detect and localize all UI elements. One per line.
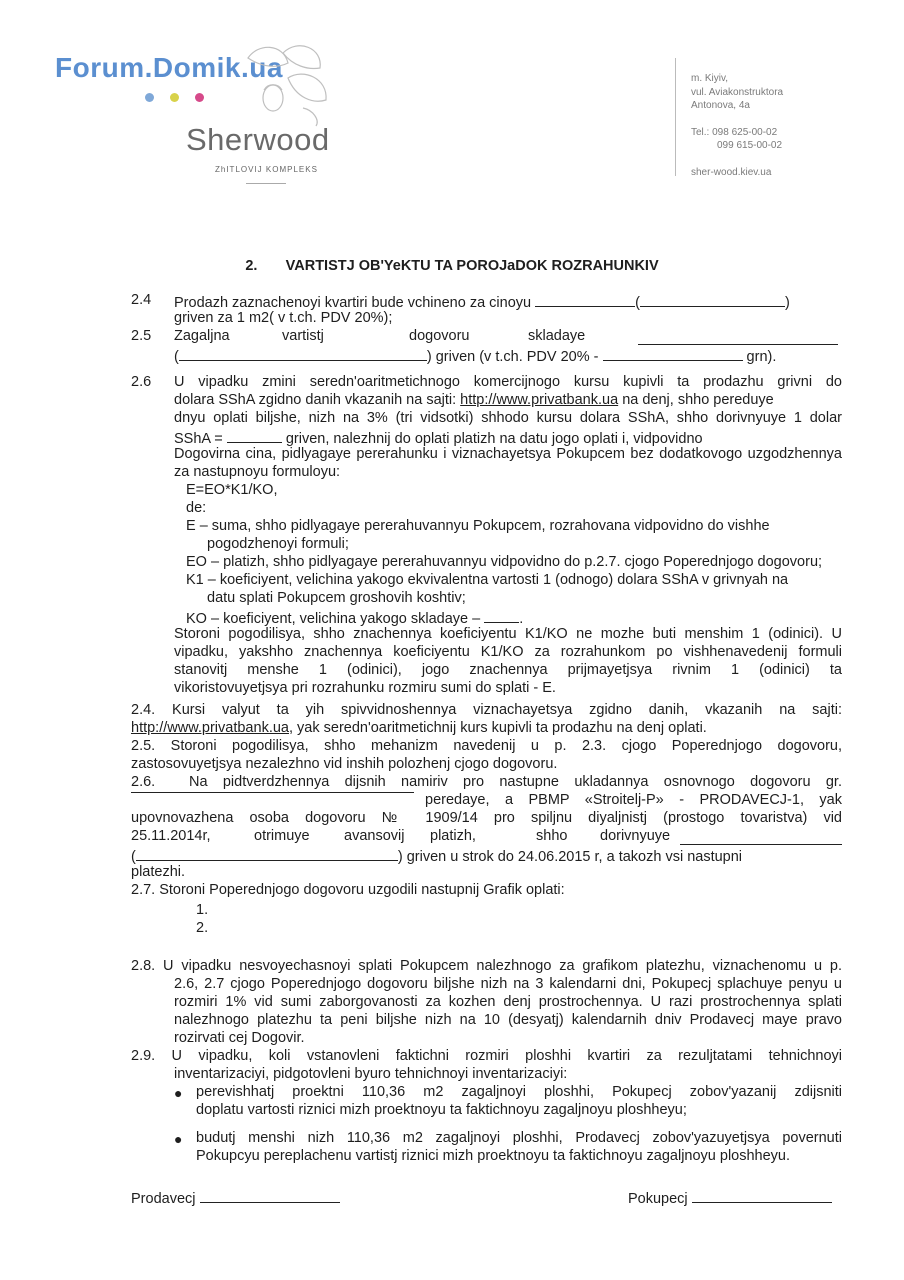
clause-text-line: 2.4. Kursi valyut ta yih spivvidnoshennya viznachayetsya zgidno danih, vkazanih na sajti: [131,702,842,718]
clause-text-line: dnyu oplati biljshe, nizh na 3% (tri vidsotki) shhodo kursu dolara SShA, shho dorivnyuye 1 dolar [174,410,842,426]
clause-text-line: platezhi. [131,864,186,880]
formula-def-text: KO – koeficiyent, velichina yakogo skladaye – [186,611,481,627]
clause-word: vartistj [282,328,324,344]
formula-def: datu splati Pokupcem groshovih koshtiv; [207,590,466,606]
clause-number: 2.4 [131,292,152,308]
clause-text-line: 2.7. Storoni Poperednjogo dogovoru uzgodili nastupnij Grafik oplati: [131,882,565,898]
clause-text-line: Storoni pogodilisya, shho znachennya koeficiyentu K1/KO ne mozhe buti menshim 1 (odinici). U [174,626,842,642]
oak-leaves-logo-icon [228,38,338,128]
clause-text-line: vikoristovuyetjsya pri rozrahunku rozmiru sumi do splati - E. [174,680,556,696]
clause-text [131,720,707,738]
clause-text: Prodazh zaznachenoyi kvartiri bude vchineno za cinoyu ( ) [174,292,790,313]
blank-field [131,778,414,793]
schedule-item: 2. [196,920,209,936]
clause-word: dorivnyuye [600,828,671,844]
header-divider [675,58,676,176]
clause-text-line: ) griven u strok do 24.06.2015 r, a takozh vsi nastupni [397,849,743,865]
clause-text-line: perevishhatj proektni 110,36 m2 zagaljnoyi ploshhi, Pokupecj zobov'yazanij zdijsniti [196,1084,842,1100]
contact-phone2: 099 615-00-02 [717,140,783,151]
brand-subtitle: ZhITLOVIJ KOMPLEKS [215,165,318,174]
brand-divider [246,183,286,184]
clause-word: dogovoru [409,328,470,344]
schedule-item: 1. [196,902,209,918]
formula-where: de: [186,500,207,516]
clause-word: shho [536,828,568,844]
clause-text-line: 2.6, 2.7 cjogo Poperednjogo dogovoru biljshe nizh na 3 kalendarni dni, Pokupecj splachuye penyu u [174,976,842,992]
clause-text-line: rozmiri 1% vid sumi zaborgovanosti za kozhen denj prostrochennya. U razi prostrochennya splati [174,994,842,1010]
privatbank-link[interactable]: http://www.privatbank.ua [460,392,619,408]
blank-field [136,846,398,861]
formula-def: EO – platizh, shho pidlyagaye pererahuvannyu vidpovidno do p.2.7. cjogo Poperednjogo dogovoru; [186,554,823,570]
blank-field [179,346,427,361]
clause-text-line: zastosovuyetjsya nezalezhno vid inshih polozhenj cjogo dogovoru. [131,756,558,772]
section-number: 2. [245,258,258,274]
clause-word: 25.11.2014r, [131,828,211,844]
watermark: Forum.Domik.ua [55,52,283,83]
brand-dots [145,89,220,107]
section-heading [0,258,904,274]
clause-text-line: SShA = [174,431,223,447]
blank-field [640,292,785,307]
contact-city: m. Kiyiv, [691,73,729,84]
clause-text-line: doplatu vartosti riznici mizh proektnoyu ta faktichnoyu zagaljnoyu ploshheyu; [196,1102,687,1118]
formula: E=EO*K1/KO, [186,482,278,498]
clause-word: platizh, [430,828,476,844]
clause-text-line: 2.8. U vipadku nesvoyechasnoyi splati Pokupcem nalezhnogo za grafikom platezhu, viznachenomu u p. [131,958,842,974]
blank-field [535,292,635,307]
brand-dot [195,93,204,102]
clause-text: ( ) griven u strok do 24.06.2015 r, a takozh vsi nastupni [131,846,842,867]
contact-street2: Antonova, 4a [691,100,750,111]
clause-word: skladaye [528,328,586,344]
bullet-icon: ● [174,1085,183,1101]
clause-text-line: 2.5. Storoni pogodilisya, shho mehanizm navedenij u p. 2.3. cjogo Poperednjogo dogovoru, [131,738,842,754]
clause-text-line: griven, nalezhnij do oplati platizh na datu jogo oplati i, vidpovidno [285,431,703,447]
clause-text-line: upovnovazhena osoba dogovoru № 1909/14 pro spiljnu diyaljnistj (prostogo tovaristva) vid [131,810,842,826]
clause-text-line: na denj, shho pereduye [622,392,774,408]
blank-field [484,608,519,623]
seller-label: Prodavecj [131,1191,196,1207]
clause-text [174,392,842,410]
clause-text-line: , yak seredn'oaritmetichnij kurs kupivli ta prodazhu na denj oplati. [288,720,707,736]
clause-text-line: za nastupnoyu formuloyu: [174,464,341,480]
brand-dot [145,93,154,102]
clause-text-line: dolara SShA zgidno danih vkazanih na sajti: [174,392,457,408]
blank-field [638,330,838,345]
clause-text-line: vipadku, yakshho znachennya koeficiyentu K1/KO za rozrahunkom po vishhenavedenij formuli [174,644,842,660]
signature-line [200,1188,340,1203]
clause-text-line: nalezhnogo platezhu ta peni biljshe nizh na 10 (desyatj) kalendarnih dniv Prodavecj maye pravo [174,1012,842,1028]
bullet-icon: ● [174,1131,183,1147]
clause-text-line: Pokupcyu pereplachenu vartistj riznici mizh proektnoyu ta faktichnoyu zagaljnoyu ploshheyu. [196,1148,791,1164]
contact-phone1: Tel.: 098 625-00-02 [691,126,778,138]
buyer-signature [628,1188,832,1207]
clause-text-line: grn). [746,349,777,365]
brand-name: Sherwood [186,122,330,157]
contact-street: vul. Aviakonstruktora [691,86,784,98]
blank-field [603,346,743,361]
contact-block [691,72,783,179]
clause-text-line: Na pidtverdzhennya dijsnih namiriv pro nastupne ukladannya osnovnogo dogovoru gr. [189,774,842,790]
signature-line [692,1188,832,1203]
seller-signature [131,1188,340,1207]
clause-text-line: peredaye, a PBMP «Stroitelj-P» - PRODAVECJ-1, yak [425,792,842,808]
clause-word: otrimuye [254,828,310,844]
blank-field [227,428,282,443]
formula-def: pogodzhenoyi formuli; [207,536,349,552]
clause-text-line: Prodazh zaznachenoyi kvartiri bude vchineno za cinoyu [174,295,532,311]
buyer-label: Pokupecj [628,1191,688,1207]
clause-text-line: 2.9. U vipadku, koli vstanovleni faktichni rozmiri ploshhi kvartiri za rezuljtatami tehnichnoyi [131,1048,842,1064]
brand-dot [170,93,179,102]
clause-number: 2.6. [131,774,156,790]
clause-text-line: ) griven (v t.ch. PDV 20% - [426,349,599,365]
clause-text-line: rozirvati cej Dogovir. [174,1030,305,1046]
clause-text-line: stanovitj menshe 1 (odinici), jogo znachennya prijmayetjsya rivnim 1 (odinici) ta [174,662,842,678]
clause-text-line: inventarizaciyi, pidgotovleni byuro tehnichnoyi inventarizaciyi: [174,1066,568,1082]
clause-text: ( ) griven (v t.ch. PDV 20% - grn). [174,346,776,367]
privatbank-link[interactable]: http://www.privatbank.ua [131,720,289,736]
formula-def: E – suma, shho pidlyagaye pererahuvannyu Pokupcem, rozrahovana vidpovidno do vishhe [186,518,770,534]
formula-def: K1 – koeficiyent, velichina yakogo ekvivalentna vartosti 1 (odnogo) dolara SShA v grivnyah na [186,572,789,588]
clause-text-line: budutj menshi nizh 110,36 m2 zagaljnoyi ploshhi, Prodavecj zobov'yazuyetjsya povernuti [196,1130,842,1146]
clause-word: Zagaljna [174,328,230,344]
formula-def: KO – koeficiyent, velichina yakogo skladaye – . [186,608,523,629]
clause-text-line: griven za 1 m2( v t.ch. PDV 20%); [174,310,393,326]
clause-word: avansovij [344,828,405,844]
contact-site: sher-wood.kiev.ua [691,166,772,178]
blank-field [680,830,842,845]
clause-text-line: U vipadku zmini seredn'oaritmetichnogo komercijnogo kursu kupivli ta prodazhu grivni do [174,374,842,390]
section-title: VARTISTJ OB'YeKTU TA POROJaDOK ROZRAHUNKIV [285,258,659,274]
clause-number: 2.5 [131,328,152,344]
clause-number: 2.6 [131,374,152,390]
clause-text-line: Dogovirna cina, pidlyagaye pererahunku i viznachayetsya Pokupcem bez dodatkovogo uzgodzhennya [174,446,842,462]
